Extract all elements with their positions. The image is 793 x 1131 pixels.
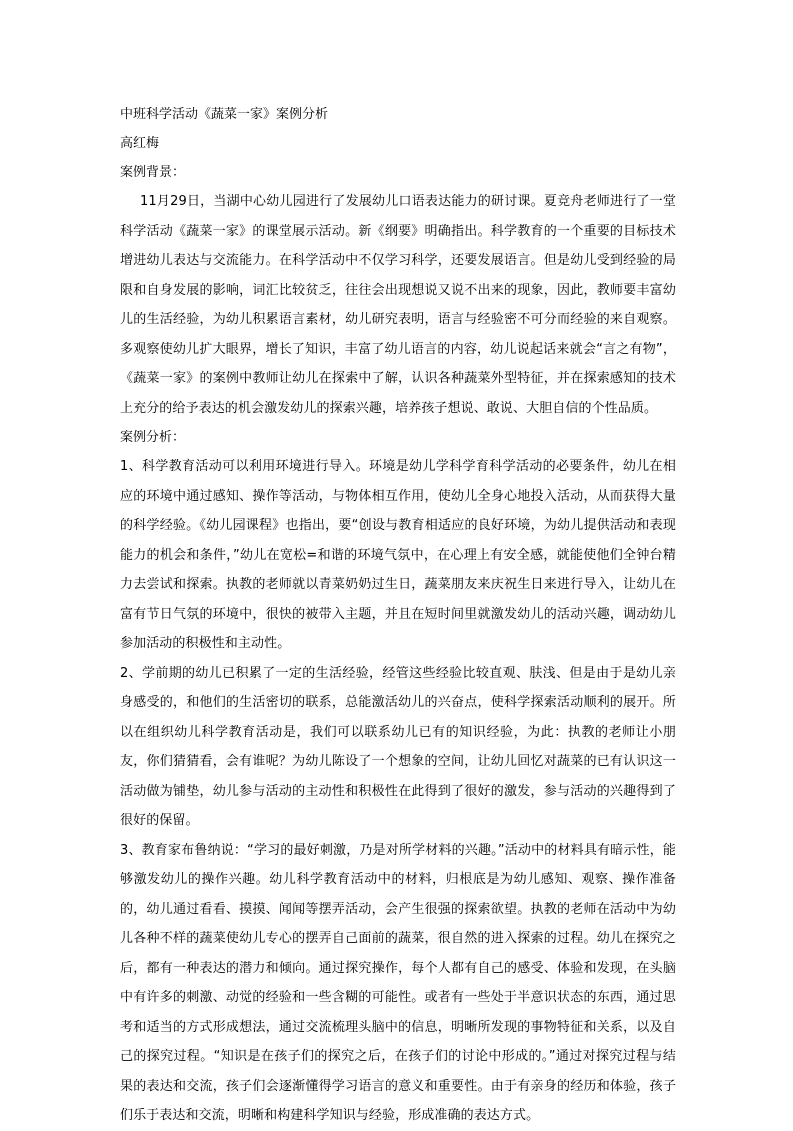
background-paragraph: 11月29日，当湖中心幼儿园进行了发展幼儿口语表达能力的研讨课。夏竞舟老师进行了一堂科学活动《蔬菜一家》的课堂展示活动。新《纲要》明确指出。科学教育的一个重要的目标技术增进幼儿表达与交流能力。在科学活动中不仅学习科学，还要发展语言。但是幼儿受到经验的局限和自身发展的影响，词汇比较贫乏，往往会出现想说又说不出来的现象，因此，教师要丰富幼儿的生活经验，为幼儿积累语言素材，幼儿研究表明，语言与经验密不可分而经验的来自观察。多观察使幼儿扩大眼界，增长了知识，丰富了幼儿语言的内容，幼儿说起话来就会“言之有物”，《蔬菜一家》的案例中教师让幼儿在探索中了解，认识各种蔬菜外型特征，并在探索感知的技术上充分的给予表达的机会激发幼儿的探索兴趣，培养孩子想说、敢说、大胆自信的个性品质。 bbox=[120, 194, 676, 416]
document-title: 中班科学活动《蔬菜一家》案例分析 bbox=[120, 107, 329, 122]
analysis-paragraph-3: 3、教育家布鲁纳说：“学习的最好刺激，乃是对所学材料的兴趣。”活动中的材料具有暗示性，能够激发幼儿的操作兴趣。幼儿科学教育活动中的材料，归根底是为幼儿感知、观察、操作准备的，幼儿通过看看、摸摸、闻闻等摆弄活动，会产生很强的探索欲望。执教的老师在活动中为幼儿各种不样的蔬菜使幼儿专心的摆弄自己面前的蔬菜，很自然的进入探索的过程。幼儿在探究之后，都有一种表达的潜力和倾向。通过探究操作，每个人都有自己的感受、体验和发现，在头脑中有许多的刺激、动觉的经验和一些含糊的可能性。或者有一些处于半意识状态的东西，通过思考和适当的方式形成想法，通过交流梳理头脑中的信息，明晰所发现的事物特征和关系，以及自己的探究过程。“知识是在孩子们的探究之后，在孩子们的讨论中形成的。”通过对探究过程与结果的表达和交流，孩子们会逐渐懂得学习语言的意义和重要性。由于有亲身的经历和体验，孩子们乐于表达和交流，明晰和构建科学知识与经验，形成准确的表达方式。 bbox=[120, 842, 676, 1123]
analysis-paragraph-2: 2、学前期的幼儿已积累了一定的生活经验，经管这些经验比较直观、肤浅、但是由于是幼儿亲身感受的，和他们的生活密切的联系，总能激活幼儿的兴奋点，使科学探索活动顺利的展开。所以在组织幼儿科学教育活动是，我们可以联系幼儿已有的知识经验，为此：执教的老师让小朋友，你们猜猜看，会有谁呢？为幼儿陈设了一个想象的空间，让幼儿回忆对蔬菜的已有认识这一活动做为铺垫，幼儿参与活动的主动性和积极性在此得到了很好的激发，参与活动的兴趣得到了很好的保留。 bbox=[120, 665, 676, 828]
document-body bbox=[120, 100, 676, 1131]
background-heading: 案例背景： bbox=[120, 165, 186, 180]
analysis-paragraph-1: 1、科学教育活动可以利用环境进行导入。环境是幼儿学科学育科学活动的必要条件，幼儿在相应的环境中通过感知、操作等活动，与物体相互作用，使幼儿全身心地投入活动，从而获得大量的科学经验。《幼儿园课程》也指出，要“创设与教育相适应的良好环境，为幼儿提供活动和表现能力的机会和条件，”幼儿在宽松=和谐的环境气氛中，在心理上有安全感，就能使他们全钟台精力去尝试和探索。执教的老师就以青菜奶奶过生日，蔬菜朋友来庆祝生日来进行导入，让幼儿在富有节日气氛的环境中，很快的被带入主题，并且在短时间里就激发幼儿的活动兴趣，调动幼儿参加活动的积极性和主动性。 bbox=[120, 459, 676, 651]
author-name: 高红梅 bbox=[120, 136, 160, 151]
analysis-heading: 案例分析： bbox=[120, 430, 186, 445]
